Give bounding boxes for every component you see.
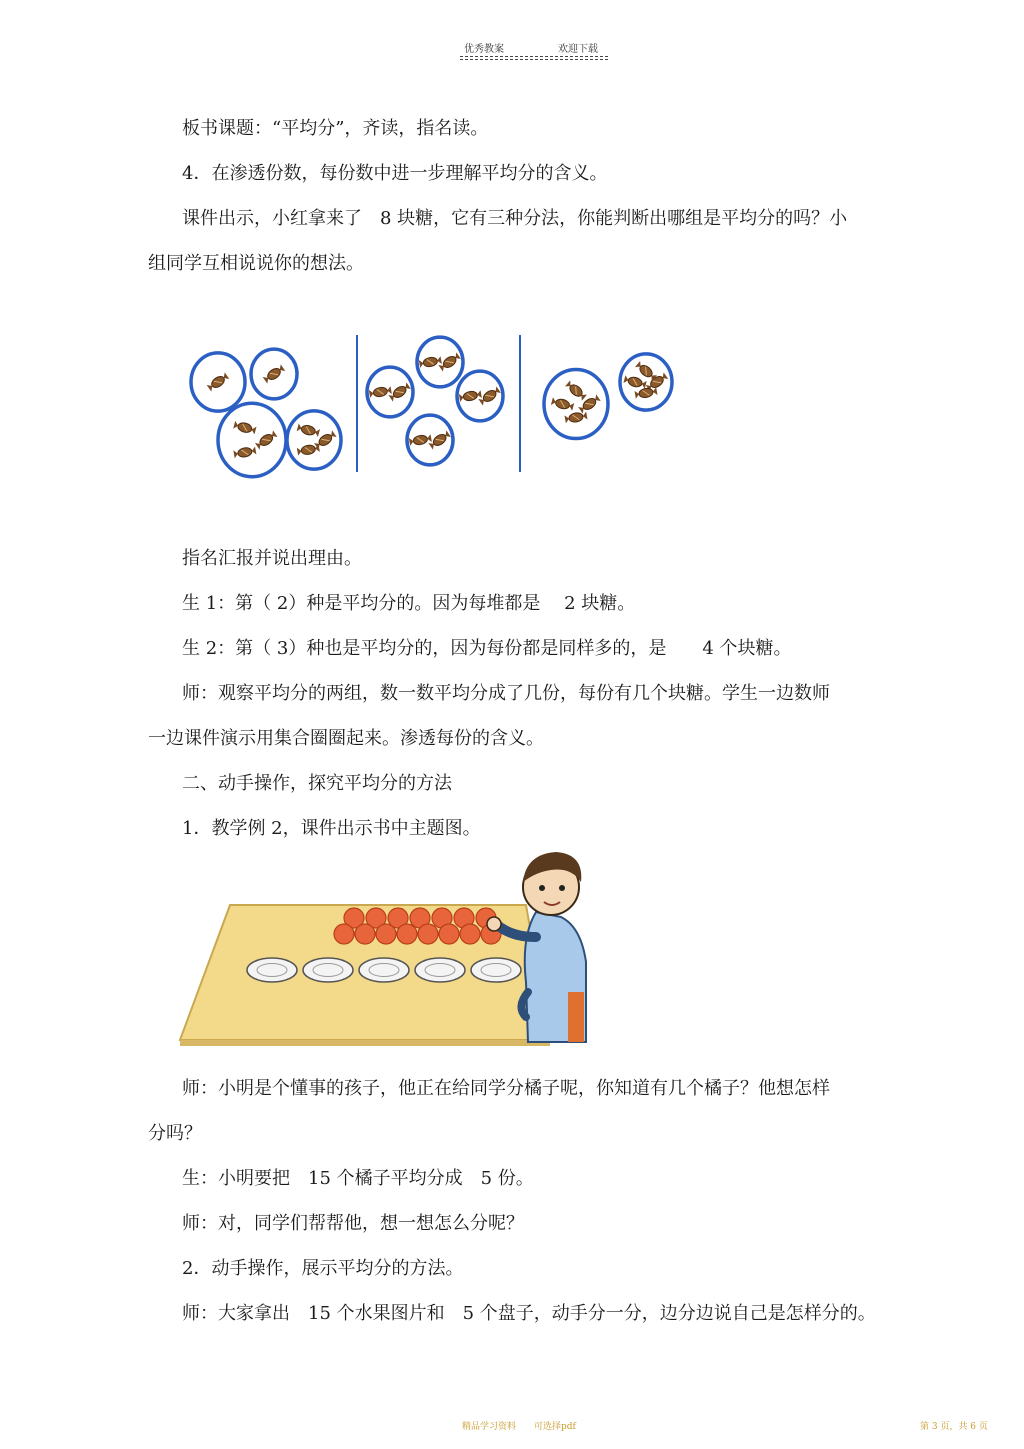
candy-icon [578, 394, 601, 414]
footer-left-text: 精品学习资料 可选择pdf [462, 1422, 576, 1432]
paragraph: 板书课题：“平均分”，齐读，指名读。 [182, 118, 489, 139]
orange [397, 924, 417, 944]
paragraph: 师：大家拿出 15 个水果图片和 5 个盘子，动手分一分，边分边说自己是怎样分的。 [182, 1303, 876, 1324]
paragraph: 二、动手操作，探究平均分的方法 [182, 773, 452, 794]
candy-icon [388, 382, 411, 402]
candy-icon [634, 387, 657, 400]
candy-icon [233, 420, 257, 434]
candy-icon [262, 364, 285, 384]
plate [359, 958, 409, 982]
candy-icon [564, 411, 587, 424]
candy-icon [255, 430, 278, 450]
candy-icon [206, 372, 229, 392]
candy-icon [297, 423, 321, 437]
candy-icon [369, 386, 392, 399]
paragraph: 一边课件演示用集合圈圈起来。渗透每份的含义。 [148, 728, 544, 749]
candy-circle [544, 369, 608, 438]
plate [303, 958, 353, 982]
paragraph: 生：小明要把 15 个橘子平均分成 5 份。 [182, 1168, 534, 1189]
candy-circle [218, 403, 286, 476]
paragraph: 1．教学例 2，课件出示书中主题图。 [182, 818, 481, 839]
table-edge [180, 1040, 550, 1046]
paragraph: 组同学互相说说你的想法。 [148, 253, 364, 274]
paragraph: 课件出示，小红拿来了 8 块糖，它有三种分法，你能判断出哪组是平均分的吗？小 [182, 208, 848, 229]
paragraph: 生 2：第（ 3）种也是平均分的，因为每份都是同样多的，是 4 个块糖。 [182, 638, 792, 659]
candy-icon [459, 390, 482, 403]
header-rule [460, 56, 608, 57]
orange [376, 924, 396, 944]
candy-icon [428, 430, 451, 450]
header-right-text: 欢迎下载 [558, 44, 598, 55]
candy-icon [551, 397, 575, 411]
paragraph: 指名汇报并说出理由。 [182, 548, 362, 569]
header-rule-2 [460, 59, 608, 60]
orange [460, 924, 480, 944]
plate [471, 958, 521, 982]
paragraph: 师：观察平均分的两组，数一数平均分成了几份，每份有几个块糖。学生一边数师 [182, 683, 830, 704]
candy-grouping-figure [180, 330, 700, 480]
paragraph: 2．动手操作，展示平均分的方法。 [182, 1258, 464, 1279]
orange [355, 924, 375, 944]
candy-icon [409, 434, 432, 447]
oranges-illustration [176, 842, 596, 1052]
orange [439, 924, 459, 944]
paragraph: 4．在渗透份数，每份数中进一步理解平均分的含义。 [182, 163, 608, 184]
orange [418, 924, 438, 944]
plate [415, 958, 465, 982]
orange [334, 924, 354, 944]
paragraph: 分吗？ [148, 1123, 202, 1144]
candy-icon [565, 380, 588, 401]
candy-icon [233, 446, 256, 459]
candy-circle [287, 411, 341, 469]
paragraph: 生 1：第（ 2）种是平均分的。因为每堆都是 2 块糖。 [182, 593, 636, 614]
paragraph: 师：对，同学们帮帮他，想一想怎么分呢？ [182, 1213, 524, 1234]
plate [247, 958, 297, 982]
candy-icon [419, 356, 442, 369]
candy-icon [438, 352, 461, 372]
footer-page-number: 第 3 页，共 6 页 [920, 1422, 988, 1432]
header-left-text: 优秀教案 [464, 44, 504, 55]
paragraph: 师：小明是个懂事的孩子，他正在给同学分橘子呢，你知道有几个橘子？他想怎样 [182, 1078, 830, 1099]
candy-icon [478, 386, 501, 406]
candy-icon [623, 375, 647, 389]
